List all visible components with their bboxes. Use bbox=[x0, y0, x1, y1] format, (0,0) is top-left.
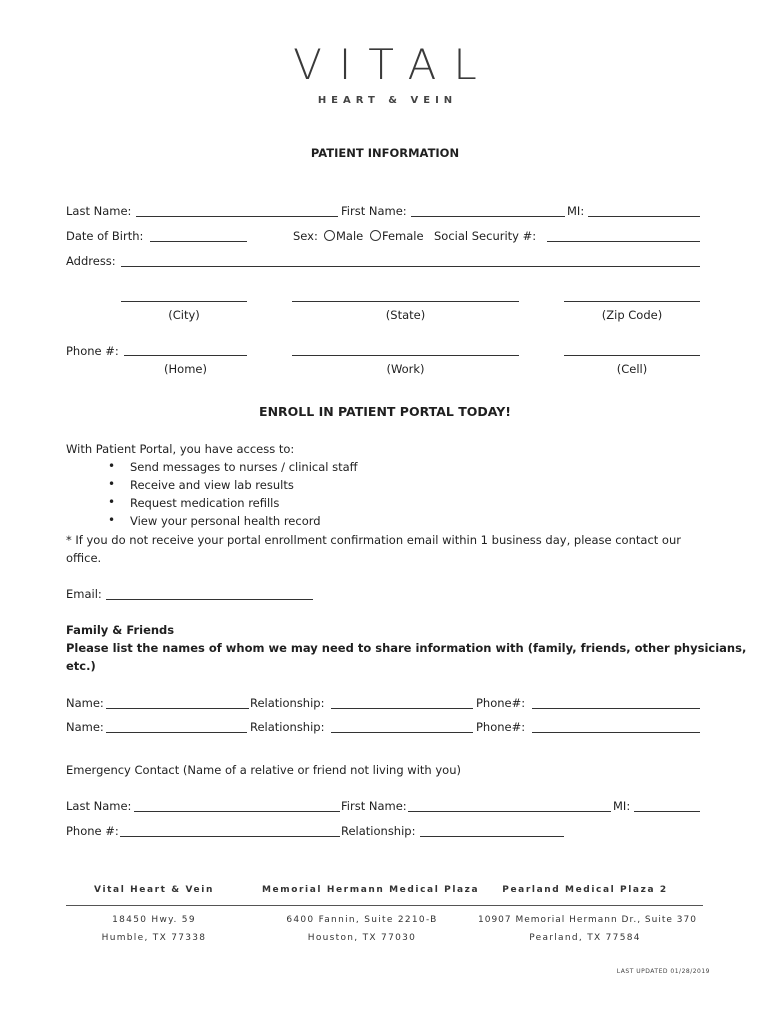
phone-label: Phone #: bbox=[66, 344, 119, 358]
family-name-label: Name: bbox=[66, 696, 104, 710]
last-updated: LAST UPDATED 01/28/2019 bbox=[616, 968, 710, 975]
footer-address-line2: Humble, TX 77338 bbox=[101, 933, 207, 943]
family-relationship-field-1[interactable] bbox=[331, 708, 473, 709]
portal-intro: With Patient Portal, you have access to: bbox=[66, 442, 295, 456]
cell-phone-field[interactable] bbox=[564, 355, 700, 356]
dob-field[interactable] bbox=[150, 241, 247, 242]
emergency-phone-label: Phone #: bbox=[66, 824, 119, 838]
cell-caption: (Cell) bbox=[616, 362, 648, 376]
family-phone-label: Phone#: bbox=[476, 696, 526, 710]
portal-bullet: Receive and view lab results bbox=[130, 478, 294, 492]
home-phone-field[interactable] bbox=[124, 355, 247, 356]
family-relationship-label: Relationship: bbox=[250, 720, 325, 734]
portal-heading: ENROLL IN PATIENT PORTAL TODAY! bbox=[259, 404, 511, 419]
emergency-mi-field[interactable] bbox=[634, 811, 700, 812]
emergency-last-name-field[interactable] bbox=[134, 811, 340, 812]
address-label: Address: bbox=[66, 254, 116, 268]
emergency-relationship-field[interactable] bbox=[420, 836, 564, 837]
bullet-icon: • bbox=[108, 459, 116, 473]
logo-subtitle: HEART & VEIN bbox=[317, 95, 458, 106]
footer-address-line1: 6400 Fannin, Suite 2210-B bbox=[286, 915, 438, 925]
female-option[interactable] bbox=[370, 229, 424, 243]
last-name-field[interactable] bbox=[136, 216, 338, 217]
family-phone-field-2[interactable] bbox=[532, 732, 700, 733]
male-label: Male bbox=[336, 229, 364, 243]
email-label: Email: bbox=[66, 587, 102, 601]
bullet-icon: • bbox=[108, 495, 116, 509]
emergency-relationship-label: Relationship: bbox=[341, 824, 416, 838]
sex-label: Sex: bbox=[293, 229, 318, 243]
ssn-field[interactable] bbox=[547, 241, 700, 242]
portal-note-cont: office. bbox=[66, 551, 102, 565]
male-option[interactable] bbox=[324, 229, 363, 243]
first-name-label: First Name: bbox=[341, 204, 407, 218]
work-phone-field[interactable] bbox=[292, 355, 519, 356]
portal-bullet: Request medication refills bbox=[130, 496, 280, 510]
address-field[interactable] bbox=[121, 266, 700, 267]
last-name-label: Last Name: bbox=[66, 204, 132, 218]
emergency-first-name-field[interactable] bbox=[408, 811, 611, 812]
footer-location-name: Vital Heart & Vein bbox=[94, 885, 214, 895]
dob-label: Date of Birth: bbox=[66, 229, 144, 243]
home-caption: (Home) bbox=[164, 362, 207, 376]
footer-location-name: Pearland Medical Plaza 2 bbox=[502, 885, 668, 895]
zip-field[interactable] bbox=[564, 301, 700, 302]
emergency-mi-label: MI: bbox=[613, 799, 631, 813]
footer-address-line2: Houston, TX 77030 bbox=[307, 933, 417, 943]
mi-label: MI: bbox=[567, 204, 585, 218]
portal-bullet: Send messages to nurses / clinical staff bbox=[130, 460, 358, 474]
family-relationship-label: Relationship: bbox=[250, 696, 325, 710]
emergency-last-name-label: Last Name: bbox=[66, 799, 132, 813]
family-instructions: Please list the names of whom we may need to share information with (family, friends, other physicians, bbox=[66, 641, 747, 655]
family-phone-label: Phone#: bbox=[476, 720, 526, 734]
portal-note: * If you do not receive your portal enrollment confirmation email within 1 business day, please contact our bbox=[66, 533, 681, 547]
family-name-label: Name: bbox=[66, 720, 104, 734]
portal-bullet: View your personal health record bbox=[130, 514, 321, 528]
first-name-field[interactable] bbox=[411, 216, 565, 217]
logo-title: VITAL bbox=[293, 40, 494, 89]
footer-location-name: Memorial Hermann Medical Plaza bbox=[262, 885, 480, 895]
family-name-field-2[interactable] bbox=[106, 732, 247, 733]
work-caption: (Work) bbox=[386, 362, 425, 376]
city-field[interactable] bbox=[121, 301, 247, 302]
family-heading: Family & Friends bbox=[66, 623, 175, 637]
bullet-icon: • bbox=[108, 513, 116, 527]
family-relationship-field-2[interactable] bbox=[331, 732, 473, 733]
emergency-heading: Emergency Contact (Name of a relative or friend not living with you) bbox=[66, 763, 461, 777]
zip-caption: (Zip Code) bbox=[601, 308, 663, 322]
family-name-field-1[interactable] bbox=[106, 708, 249, 709]
mi-field[interactable] bbox=[588, 216, 700, 217]
form-title: PATIENT INFORMATION bbox=[310, 146, 460, 160]
emergency-phone-field[interactable] bbox=[120, 836, 340, 837]
state-field[interactable] bbox=[292, 301, 519, 302]
footer-address-line1: 18450 Hwy. 59 bbox=[112, 915, 196, 925]
family-instructions-cont: etc.) bbox=[66, 659, 96, 673]
female-radio[interactable] bbox=[370, 230, 381, 241]
email-field[interactable] bbox=[106, 599, 313, 600]
male-radio[interactable] bbox=[324, 230, 335, 241]
state-caption: (State) bbox=[385, 308, 426, 322]
footer-divider bbox=[66, 905, 703, 906]
ssn-label: Social Security #: bbox=[434, 229, 537, 243]
footer-address-line2: Pearland, TX 77584 bbox=[529, 933, 641, 943]
city-caption: (City) bbox=[168, 308, 200, 322]
family-phone-field-1[interactable] bbox=[532, 708, 700, 709]
bullet-icon: • bbox=[108, 477, 116, 491]
footer-address-line1: 10907 Memorial Hermann Dr., Suite 370 bbox=[478, 915, 697, 925]
female-label: Female bbox=[382, 229, 424, 243]
emergency-first-name-label: First Name: bbox=[341, 799, 407, 813]
